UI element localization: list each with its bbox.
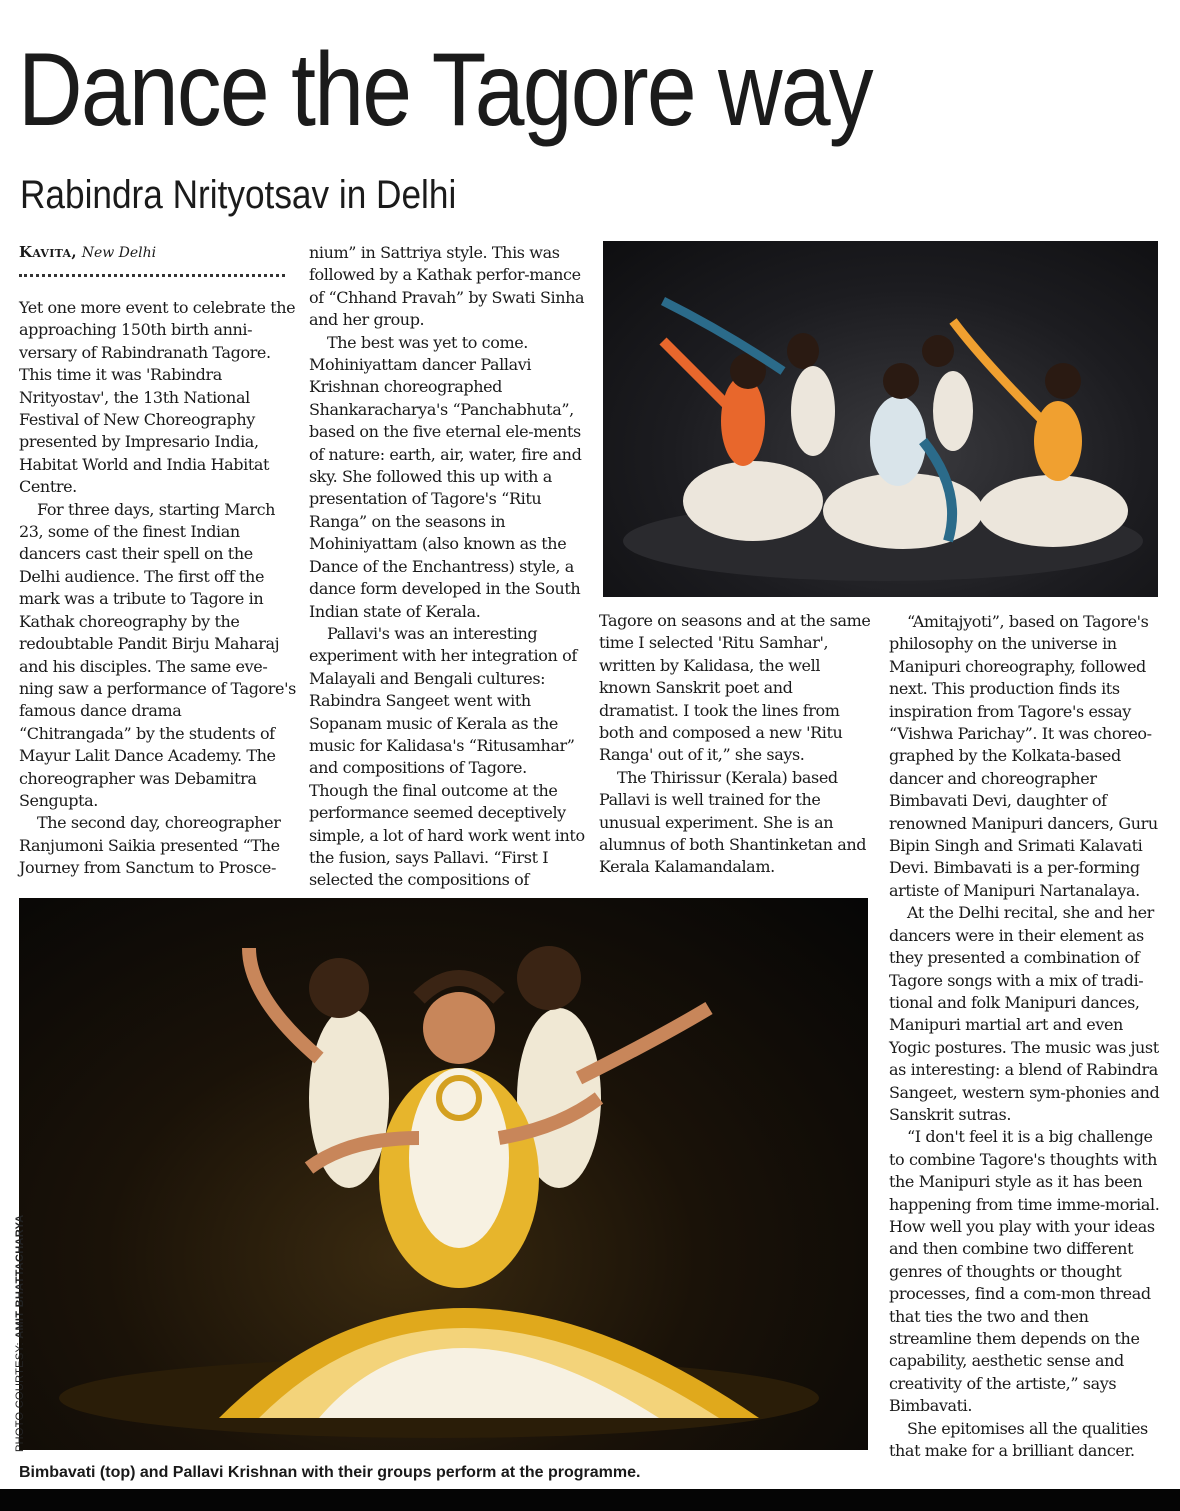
byline-divider: [19, 274, 285, 277]
byline: [19, 242, 156, 263]
paragraph: For three days, starting March 23, some of the finest Indian dancers cast their spell on the Delhi audience. The first off the mark was a tribute to Tagore in Kathak choreography by the redoubtable Pandit Birju Maharaj and his disciples. The same eve-ning saw a performance of Tagore's famous dance drama “Chitrangada” by the students of Mayur Lalit Dance Academy. The choreographer was Debamitra Sengupta.: [19, 499, 296, 810]
photo-dancers-seated: [603, 241, 1158, 597]
paragraph: “I don't feel it is a big challenge to combine Tagore's thoughts with the Manipuri style as it has been happening from time imme-morial. How well you play with your ideas and then combine two different genres of thoughts or thought processes, find a com-mon thread that ties the two and then streamline them depends on the capability, aesthetic sense and creativity of the artiste,” says Bimbavati.: [889, 1127, 1160, 1416]
article-column-4: [889, 611, 1167, 1462]
paragraph: Yet one more event to celebrate the approaching 150th birth anni-versary of Rabindranath Tagore. This time it was 'Rabindra Nrityostav', the 13th National Festival of New Choreography presented by Impresario India, Habitat World and India Habitat Centre.: [19, 298, 296, 497]
byline-place: New Delhi: [81, 245, 157, 261]
photo-mohiniyattam-dancers: [19, 898, 868, 1450]
photo-credit-name: AMIT BHATTACHARYA: [14, 1214, 26, 1339]
photo-caption: Bimbavati (top) and Pallavi Krishnan with their groups perform at the programme.: [19, 1464, 641, 1481]
article-column-1: [19, 297, 297, 880]
paragraph: “Amitajyoti”, based on Tagore's philosophy on the universe in Manipuri choreography, followed next. This production finds its inspiration from Tagore's essay “Vishwa Parichay”. It was choreo-graphed by the Kolkata-based dancer and choreographer Bimbavati Devi, daughter of renowned Manipuri dancers, Guru Bipin Singh and Srimati Kalavati Devi. Bimbavati is a per-forming artiste of Manipuri Nartanalaya.: [889, 612, 1158, 900]
photo-credit: [14, 1215, 26, 1452]
article-column-2: [309, 242, 587, 892]
page-title: Dance the Tagore way: [18, 32, 872, 148]
paragraph: Pallavi's was an interesting experiment with her integration of Malayali and Bengali cultures: Rabindra Sangeet went with Sopanam music of Kerala as the music for Kalidasa's “Ritusamhar” and compositions of Tagore. Though the final outcome at the performance seemed deceptively simple, a lot of hard work went into the fusion, says Pallavi. “First I selected the compositions of: [309, 623, 585, 890]
article-column-3: [599, 610, 871, 879]
bottom-bar: [0, 1489, 1180, 1511]
byline-author: Kavita,: [19, 243, 77, 261]
paragraph: She epitomises all the qualities that make for a brilliant dancer.: [889, 1418, 1148, 1461]
paragraph: The Thirissur (Kerala) based Pallavi is well trained for the unusual experiment. She is an alumnus of both Shantinketan and Kerala Kalamandalam.: [599, 767, 867, 877]
paragraph: nium” in Sattriya style. This was followed by a Kathak perfor-mance of “Chhand Pravah” by Swati Sinha and her group.: [309, 243, 585, 330]
photo-credit-label: PHOTO COURTESY:: [14, 1342, 26, 1452]
paragraph: Tagore on seasons and at the same time I selected 'Ritu Samhar', written by Kalidasa, the well known Sanskrit poet and dramatist. I took the lines from both and composed a new 'Ritu Ranga' out of it,” she says.: [599, 611, 871, 765]
paragraph: At the Delhi recital, she and her dancers were in their element as they presented a combination of Tagore songs with a mix of tradi-tional and folk Manipuri dances, Manipuri martial art and even Yogic postures. The music was just as interesting: a blend of Rabindra Sangeet, western sym-phonies and Sanskrit sutras.: [889, 903, 1160, 1124]
paragraph: The second day, choreographer Ranjumoni Saikia presented “The Journey from Sanctum to Prosce-: [19, 813, 281, 878]
page-subtitle: Rabindra Nrityotsav in Delhi: [20, 173, 457, 217]
paragraph: The best was yet to come. Mohiniyattam dancer Pallavi Krishnan choreographed Shankaracharya's “Panchabhuta”, based on the five eternal ele-ments of nature: earth, air, water, fire and sky. She followed this up with a presentation of Tagore's “Ritu Ranga” on the seasons in Mohiniyattam (also known as the Dance of the Enchantress) style, a dance form developed in the South Indian state of Kerala.: [309, 332, 582, 621]
